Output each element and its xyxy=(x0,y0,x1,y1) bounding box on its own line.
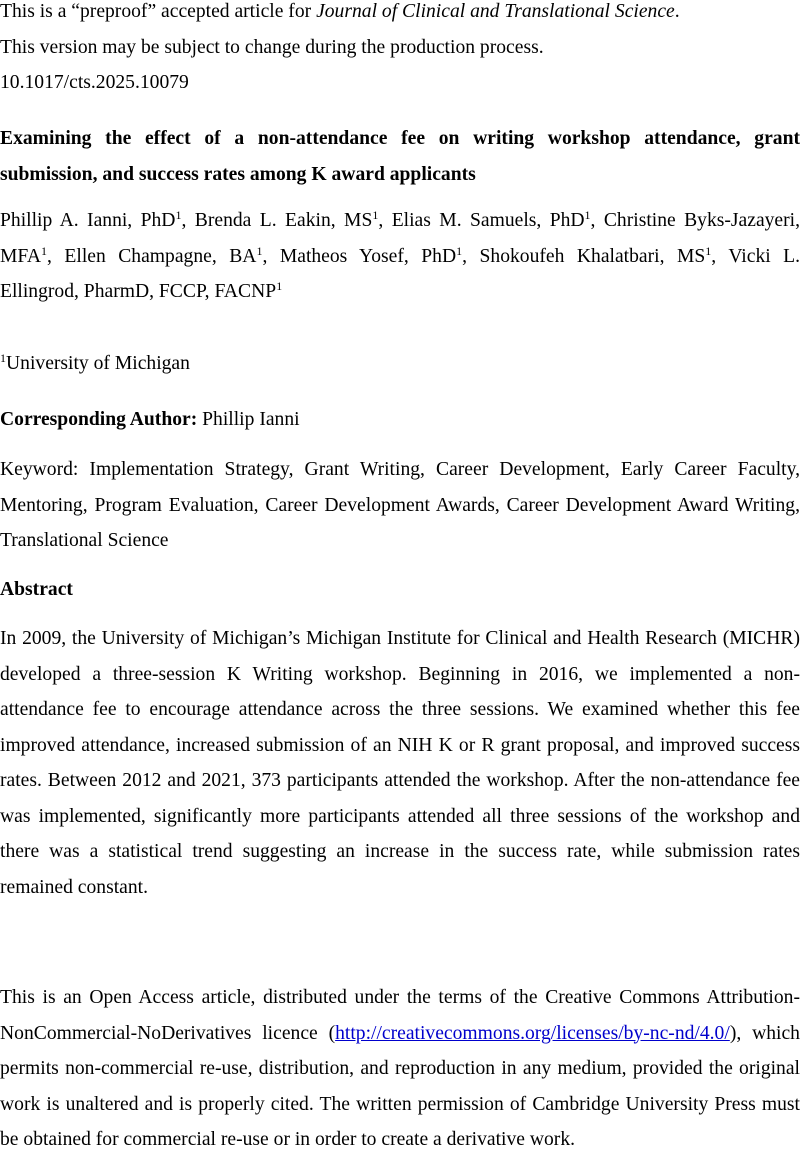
corresponding-label: Corresponding Author: xyxy=(0,409,198,430)
preproof-line-2: This version may be subject to change during the production process. xyxy=(0,36,544,58)
corresponding-author xyxy=(0,402,300,438)
license-link[interactable]: http://creativecommons.org/licenses/by-nc-nd/4.0/ xyxy=(335,1022,730,1044)
author: Vicki L. Ellingrod, PharmD, FCCP, FACNP$^1$ xyxy=(0,245,800,302)
affiliation: $^1$University of Michigan xyxy=(0,351,190,374)
doi: 10.1017/cts.2025.10079 xyxy=(0,72,189,93)
keywords: Keyword: Implementation Strategy, Grant Writing, Career Development, Early Career Faculty, Mentoring, Program Evaluation, Career Development Awards, Career Development Award Writing, Translational Science xyxy=(0,459,800,551)
author: Shokoufeh Khalatbari, $MS^1$ xyxy=(479,243,712,267)
author: Christine Byks-Jazayeri, MFA$^1$ xyxy=(0,210,800,267)
abstract-text: In 2009, the University of Michigan’s Michigan Institute for Clinical and Health Research (MICHR) developed a three-session K Writing workshop. Beginning in 2016, we implemented a non-attendance fee to encourage attendance across the three sessions. We examined whether this fee improved attendance, increased submission of an NIH K or R grant proposal, and improved success rates. Between 2012 and 2021, 373 participants attended the workshop. After the non-attendance fee was implemented, significantly more participants attended all three sessions of the workshop and there was a statistical trend suggesting an increase in the success rate, while submission rates remained constant. xyxy=(0,628,800,898)
author: Phillip A. Ianni, PhD$^1$ xyxy=(0,208,182,231)
author: Brenda L. Eakin, $MS^1$ xyxy=(194,208,379,231)
author: Elias M. Samuels, PhD$^1$ xyxy=(391,208,591,231)
license-notice: This is an Open Access article, distributed under the terms of the Creative Commons Attribution-NonCommercial-NoDerivatives licence (http://creativecommons.org/licenses/by-nc-nd/4.0/), which permits non-commercial re-use, distribution, and reproduction in any medium, provided the original work is unaltered and is properly cited. The written permission of Cambridge University Press must be obtained for commercial re-use or in order to create a derivative work. xyxy=(0,987,800,1150)
abstract-heading: Abstract xyxy=(0,579,73,600)
corresponding-name: Phillip Ianni xyxy=(202,409,300,430)
preproof-notice xyxy=(0,0,680,101)
preproof-line-1: This is a “preproof” accepted article for Journal of Clinical and Translational Science. xyxy=(0,1,680,22)
author-list: Phillip A. Ianni, PhD$^1$, Brenda L. Eakin, $MS^1$, Elias M. Samuels, PhD$^1$, Christine Byks-Jazayeri, MFA$^1$, Ellen Champagne, $BA^1$, Matheos Yosef, PhD$^1$, Shokoufeh Khalatbari, $MS^1$, Vicki L. Ellingrod, PharmD, FCCP, FACNP$^1$ xyxy=(0,208,800,302)
author: Ellen Champagne, $BA^1$ xyxy=(64,243,263,267)
journal-name: Journal of Clinical and Translational Science xyxy=(316,1,675,22)
article-title: Examining the effect of a non-attendance fee on writing workshop attendance, grant submission, and success rates among K award applicants xyxy=(0,128,800,185)
author: Matheos Yosef, PhD$^1$ xyxy=(279,243,463,267)
